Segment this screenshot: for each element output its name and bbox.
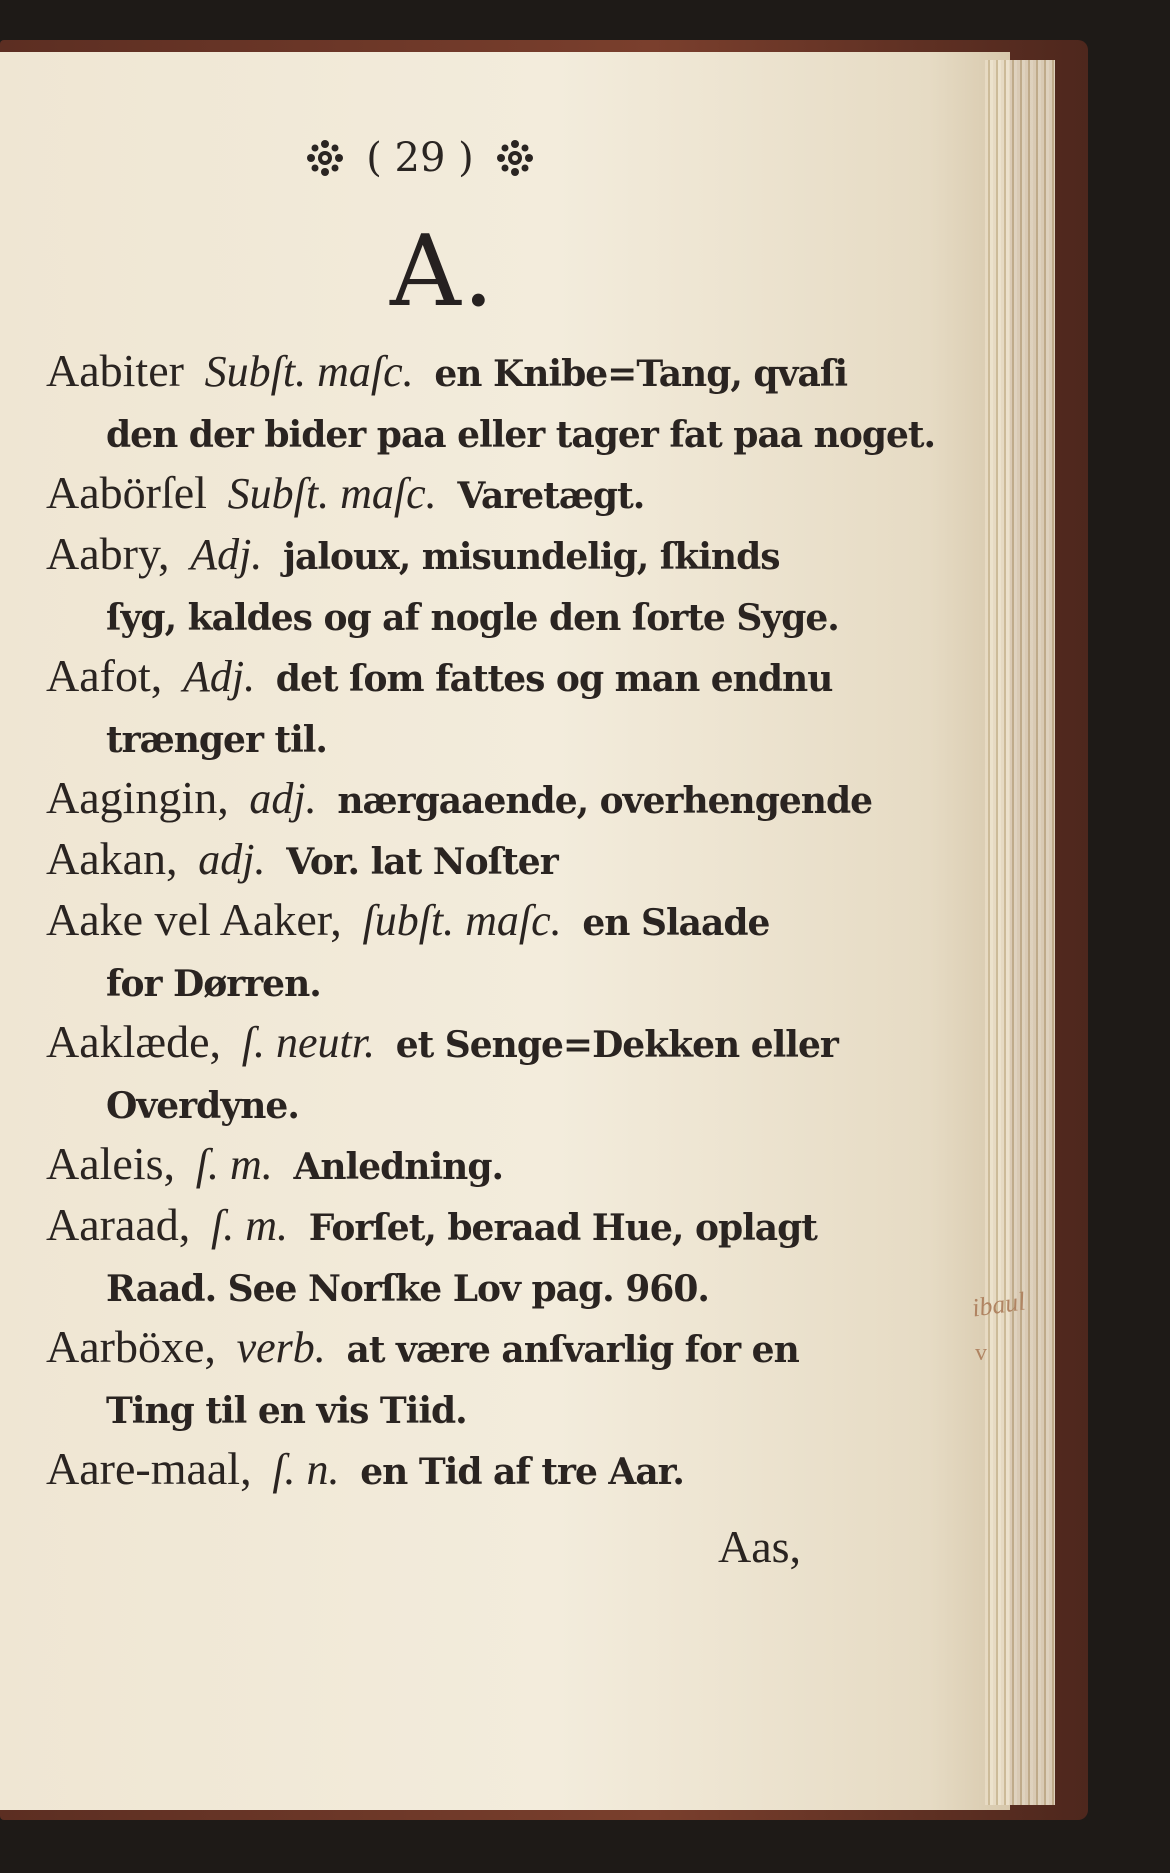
grammar-label: adj. [198, 835, 266, 884]
grammar-label: Adj. [182, 652, 256, 701]
grammar-label: verb. [236, 1323, 326, 1372]
entry-continuation-line [46, 1072, 826, 1133]
section-letter: A. [390, 215, 496, 329]
definition-text: Raad. See Norſke Lov pag. 960. [106, 1268, 709, 1310]
page-edges [985, 60, 1055, 1805]
entry-line [46, 828, 826, 889]
definition-text: at være anſvarlig for en [346, 1329, 799, 1371]
entry-line [46, 1011, 838, 1072]
entry-continuation-line [46, 584, 839, 645]
definition-text: Varetægt. [457, 475, 645, 517]
entry-line [46, 767, 873, 828]
entry-line [46, 1438, 826, 1499]
headword: Aake vel Aaker, [46, 894, 342, 945]
definition-text: Ting til en vis Tiid. [106, 1390, 467, 1432]
grammar-label: ſ. neutr. [241, 1018, 375, 1067]
grammar-label: Adj. [190, 530, 263, 579]
definition-text: Vor. lat Noſter [286, 841, 558, 883]
headword: Aare-maal, [46, 1443, 252, 1494]
running-head [250, 128, 590, 188]
headword: Aarböxe, [46, 1321, 216, 1372]
definition-text: et Senge=Dekken eller [395, 1024, 838, 1066]
entry-line [46, 462, 826, 523]
entry-line [46, 1316, 826, 1377]
definition-text: det ſom fattes og man endnu [275, 658, 833, 700]
headword: Aabörſel [46, 467, 207, 518]
page-number: ( 29 ) [366, 135, 474, 181]
definition-text: en Knibe=Tang, qvaſi [434, 353, 848, 395]
definition-text: den der bider paa eller tager fat paa noget. [106, 414, 936, 456]
entry-line [46, 340, 848, 401]
entry-continuation-line [46, 1255, 826, 1316]
entry-line [46, 645, 833, 706]
definition-text: for Dørren. [106, 963, 321, 1005]
entry-continuation-line [46, 706, 826, 767]
grammar-label: ſ. m. [211, 1201, 289, 1250]
definition-text: trænger til. [106, 719, 327, 761]
entry-line [46, 1133, 826, 1194]
definition-text: Anledning. [293, 1146, 504, 1188]
definition-text: nærgaaende, overhengende [337, 780, 873, 822]
definition-text: en Tid af tre Aar. [360, 1451, 684, 1493]
grammar-label: Subſt. maſc. [204, 347, 414, 396]
definition-text: en Slaade [582, 902, 770, 944]
ornament-right-icon [496, 139, 534, 177]
definition-text: jaloux, misundelig, ſkinds [283, 536, 780, 578]
headword: Aagingin, [46, 772, 229, 823]
grammar-label: ſ. n. [272, 1445, 340, 1494]
headword: Aafot, [46, 650, 163, 701]
definition-text: ſyg, kaldes og af nogle den ſorte Syge. [106, 597, 839, 639]
catchword: Aas, [718, 1521, 802, 1572]
grammar-label: Subſt. maſc. [227, 469, 437, 518]
headword: Aabiter [46, 345, 184, 396]
grammar-label: adj. [249, 774, 317, 823]
entry-continuation-line [46, 950, 826, 1011]
headword: Aaleis, [46, 1138, 176, 1189]
entry-continuation-line [46, 401, 936, 462]
grammar-label: ſ. m. [195, 1140, 273, 1189]
entry-continuation-line [46, 1377, 826, 1438]
headword: Aaklæde, [46, 1016, 222, 1067]
entry-line [46, 1194, 826, 1255]
entry-line [46, 889, 826, 950]
dictionary-entries [46, 340, 936, 1499]
definition-text: Forſet, beraad Hue, oplagt [308, 1207, 817, 1249]
headword: Aabry, [46, 528, 170, 579]
entry-line [46, 523, 826, 584]
grammar-label: ſubſt. maſc. [362, 896, 562, 945]
margin-tick-mark: v [975, 1340, 987, 1366]
ornament-left-icon [306, 139, 344, 177]
margin-handwritten-note: ibaul [970, 1286, 1028, 1323]
definition-text: Overdyne. [106, 1085, 299, 1127]
headword: Aakan, [46, 833, 178, 884]
headword: Aaraad, [46, 1199, 191, 1250]
